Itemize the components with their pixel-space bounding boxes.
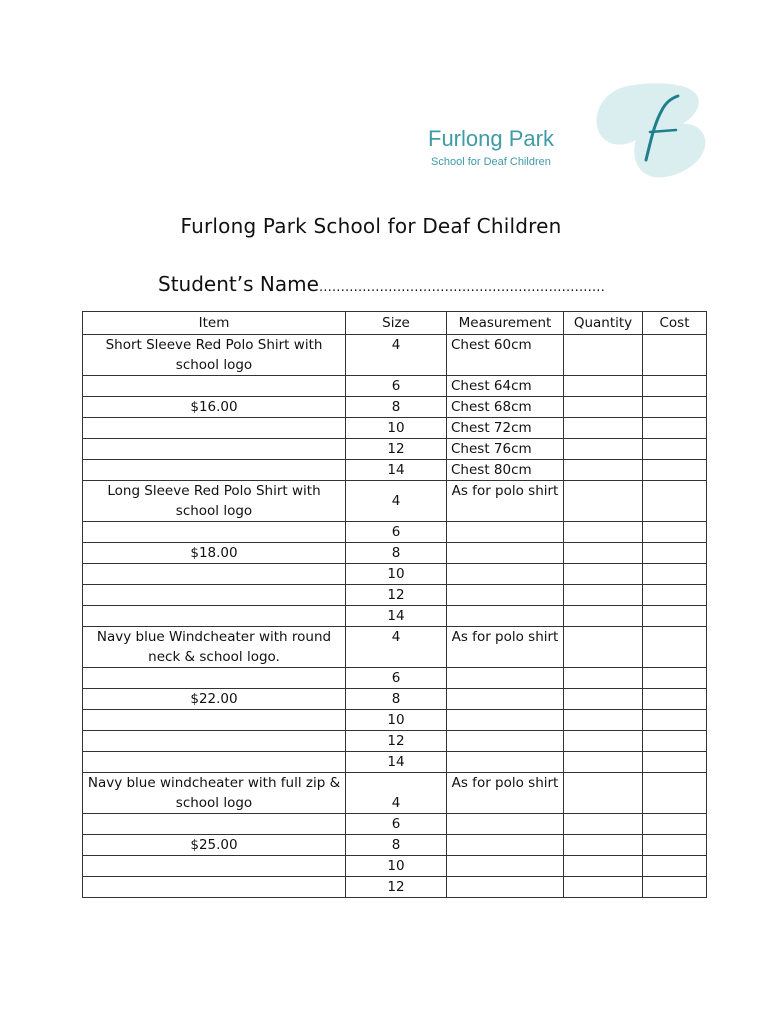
item-cell xyxy=(83,731,346,752)
cost-cell[interactable] xyxy=(643,606,707,627)
quantity-cell[interactable] xyxy=(564,856,643,877)
item-cell xyxy=(83,668,346,689)
size-cell: 10 xyxy=(346,710,447,731)
cost-cell[interactable] xyxy=(643,835,707,856)
item-cell xyxy=(83,585,346,606)
cost-cell[interactable] xyxy=(643,564,707,585)
item-cell xyxy=(83,752,346,773)
quantity-cell[interactable] xyxy=(564,877,643,898)
measurement-cell: Chest 68cm xyxy=(447,397,564,418)
cost-cell[interactable] xyxy=(643,522,707,543)
item-cell xyxy=(83,877,346,898)
size-cell: 12 xyxy=(346,585,447,606)
quantity-cell[interactable] xyxy=(564,397,643,418)
measurement-cell xyxy=(447,814,564,835)
quantity-cell[interactable] xyxy=(564,418,643,439)
product-price: $22.00 xyxy=(83,689,346,710)
size-cell: 12 xyxy=(346,877,447,898)
size-cell: 12 xyxy=(346,731,447,752)
measurement-cell xyxy=(447,710,564,731)
product-price: $18.00 xyxy=(83,543,346,564)
header-size: Size xyxy=(346,312,447,335)
size-cell: 4 xyxy=(346,773,447,814)
cost-cell[interactable] xyxy=(643,856,707,877)
table-row xyxy=(83,543,707,564)
quantity-cell[interactable] xyxy=(564,689,643,710)
size-cell: 8 xyxy=(346,835,447,856)
table-row xyxy=(83,439,707,460)
table-row xyxy=(83,376,707,397)
cost-cell[interactable] xyxy=(643,335,707,376)
size-cell: 8 xyxy=(346,543,447,564)
quantity-cell[interactable] xyxy=(564,585,643,606)
cost-cell[interactable] xyxy=(643,585,707,606)
size-cell: 10 xyxy=(346,564,447,585)
cost-cell[interactable] xyxy=(643,710,707,731)
header-quantity: Quantity xyxy=(564,312,643,335)
quantity-cell[interactable] xyxy=(564,376,643,397)
table-row xyxy=(83,731,707,752)
product-name: Navy blue windcheater with full zip & school logo xyxy=(83,773,346,814)
table-row xyxy=(83,710,707,731)
table-row xyxy=(83,418,707,439)
item-cell xyxy=(83,564,346,585)
cost-cell[interactable] xyxy=(643,460,707,481)
size-cell: 6 xyxy=(346,522,447,543)
table-row xyxy=(83,481,707,522)
measurement-cell xyxy=(447,585,564,606)
cost-cell[interactable] xyxy=(643,481,707,522)
quantity-cell[interactable] xyxy=(564,335,643,376)
cost-cell[interactable] xyxy=(643,543,707,564)
product-price: $16.00 xyxy=(83,397,346,418)
item-cell xyxy=(83,710,346,731)
measurement-cell: As for polo shirt xyxy=(447,773,564,814)
quantity-cell[interactable] xyxy=(564,564,643,585)
cost-cell[interactable] xyxy=(643,418,707,439)
measurement-cell: Chest 80cm xyxy=(447,460,564,481)
item-cell xyxy=(83,606,346,627)
item-cell xyxy=(83,814,346,835)
cost-cell[interactable] xyxy=(643,814,707,835)
size-cell: 6 xyxy=(346,376,447,397)
table-header-row xyxy=(83,312,707,335)
measurement-cell: As for polo shirt xyxy=(447,481,564,522)
table-row xyxy=(83,522,707,543)
item-cell xyxy=(83,856,346,877)
table-row xyxy=(83,773,707,814)
measurement-cell xyxy=(447,606,564,627)
quantity-cell[interactable] xyxy=(564,439,643,460)
quantity-cell[interactable] xyxy=(564,543,643,564)
table-row xyxy=(83,689,707,710)
cost-cell[interactable] xyxy=(643,752,707,773)
item-cell xyxy=(83,418,346,439)
measurement-cell xyxy=(447,877,564,898)
butterfly-logo-icon xyxy=(588,80,728,190)
student-name-label: Student’s Name xyxy=(158,272,319,296)
cost-cell[interactable] xyxy=(643,627,707,668)
measurement-cell: As for polo shirt xyxy=(447,627,564,668)
header-cost: Cost xyxy=(643,312,707,335)
school-logo xyxy=(428,80,728,190)
size-cell: 10 xyxy=(346,856,447,877)
table-row xyxy=(83,606,707,627)
quantity-cell[interactable] xyxy=(564,773,643,814)
cost-cell[interactable] xyxy=(643,439,707,460)
size-cell: 4 xyxy=(346,627,447,668)
measurement-cell: Chest 72cm xyxy=(447,418,564,439)
measurement-cell xyxy=(447,564,564,585)
measurement-cell xyxy=(447,856,564,877)
page-title: Furlong Park School for Deaf Children xyxy=(180,214,562,238)
item-cell xyxy=(83,522,346,543)
measurement-cell xyxy=(447,543,564,564)
table-row xyxy=(83,585,707,606)
quantity-cell[interactable] xyxy=(564,731,643,752)
table-row xyxy=(83,397,707,418)
quantity-cell[interactable] xyxy=(564,460,643,481)
quantity-cell[interactable] xyxy=(564,835,643,856)
uniform-order-table xyxy=(82,311,707,898)
size-cell: 6 xyxy=(346,668,447,689)
student-name-field[interactable] xyxy=(158,272,605,296)
table-row xyxy=(83,335,707,376)
table-row xyxy=(83,856,707,877)
product-name: Navy blue Windcheater with round neck & school logo. xyxy=(83,627,346,668)
measurement-cell: Chest 76cm xyxy=(447,439,564,460)
measurement-cell: Chest 60cm xyxy=(447,335,564,376)
product-name: Short Sleeve Red Polo Shirt with school logo xyxy=(83,335,346,376)
table-row xyxy=(83,627,707,668)
cost-cell[interactable] xyxy=(643,376,707,397)
size-cell: 14 xyxy=(346,460,447,481)
cost-cell[interactable] xyxy=(643,773,707,814)
quantity-cell[interactable] xyxy=(564,668,643,689)
quantity-cell[interactable] xyxy=(564,522,643,543)
product-name: Long Sleeve Red Polo Shirt with school logo xyxy=(83,481,346,522)
cost-cell[interactable] xyxy=(643,731,707,752)
item-cell xyxy=(83,460,346,481)
size-cell: 14 xyxy=(346,752,447,773)
logo-name: Furlong Park xyxy=(428,126,554,151)
measurement-cell xyxy=(447,689,564,710)
size-cell: 8 xyxy=(346,397,447,418)
quantity-cell[interactable] xyxy=(564,752,643,773)
cost-cell[interactable] xyxy=(643,397,707,418)
cost-cell[interactable] xyxy=(643,668,707,689)
quantity-cell[interactable] xyxy=(564,627,643,668)
table-row xyxy=(83,835,707,856)
item-cell xyxy=(83,439,346,460)
cost-cell[interactable] xyxy=(643,877,707,898)
size-cell: 10 xyxy=(346,418,447,439)
logo-subtitle: School for Deaf Children xyxy=(431,156,551,168)
size-cell: 14 xyxy=(346,606,447,627)
size-cell: 4 xyxy=(346,481,447,522)
measurement-cell xyxy=(447,731,564,752)
quantity-cell[interactable] xyxy=(564,481,643,522)
cost-cell[interactable] xyxy=(643,689,707,710)
quantity-cell[interactable] xyxy=(564,606,643,627)
student-name-dots: ………………………………………………………… xyxy=(318,280,605,295)
item-cell xyxy=(83,376,346,397)
measurement-cell xyxy=(447,752,564,773)
measurement-cell: Chest 64cm xyxy=(447,376,564,397)
measurement-cell xyxy=(447,668,564,689)
header-item: Item xyxy=(83,312,346,335)
table-row xyxy=(83,460,707,481)
size-cell: 8 xyxy=(346,689,447,710)
table-row xyxy=(83,668,707,689)
table-row xyxy=(83,752,707,773)
size-cell: 4 xyxy=(346,335,447,376)
header-measurement: Measurement xyxy=(447,312,564,335)
size-cell: 6 xyxy=(346,814,447,835)
quantity-cell[interactable] xyxy=(564,814,643,835)
product-price: $25.00 xyxy=(83,835,346,856)
table-row xyxy=(83,564,707,585)
measurement-cell xyxy=(447,835,564,856)
measurement-cell xyxy=(447,522,564,543)
table-row xyxy=(83,877,707,898)
quantity-cell[interactable] xyxy=(564,710,643,731)
size-cell: 12 xyxy=(346,439,447,460)
table-row xyxy=(83,814,707,835)
